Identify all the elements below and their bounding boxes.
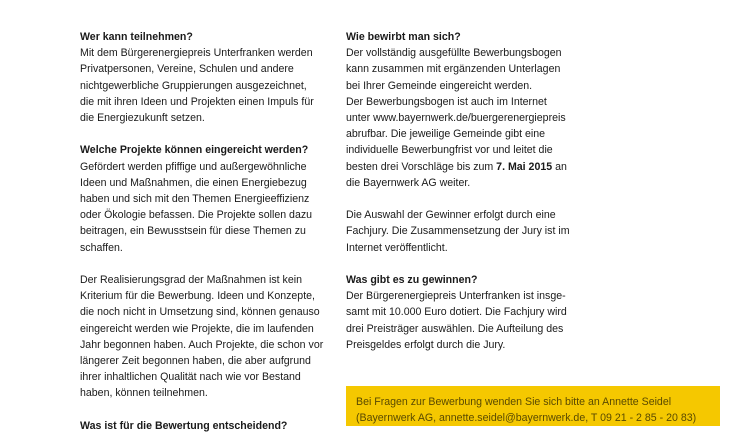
section-jury (346, 207, 608, 256)
right-column (346, 29, 608, 353)
text-line: oder Ökologie befassen. Die Projekte sollen dazu (80, 209, 313, 222)
section-evaluation-criteria (80, 418, 342, 434)
text-line: die mit ihren Ideen und Projekten einen Impuls für (80, 95, 314, 108)
text-line: Gefördert werden pfiffige und außergewöhnliche (80, 160, 307, 173)
text-line: beitragen, ein Bewusstsein für diese Themen zu (80, 225, 306, 238)
section-realization-degree (80, 272, 342, 402)
section-heading: Wer kann teilnehmen? (80, 31, 193, 43)
text-line: kann zusammen mit ergänzenden Unterlagen (346, 63, 561, 76)
section-heading: Wie bewirbt man sich? (346, 31, 461, 43)
text-line: Internet veröffentlicht. (346, 241, 448, 254)
deadline-pre: besten drei Vorschläge bis zum (346, 160, 497, 173)
section-heading: Welche Projekte können eingereicht werden? (80, 144, 309, 157)
text-line: Die Auswahl der Gewinner erfolgt durch eine (346, 209, 556, 222)
text-line: Preisgeldes erfolgt durch die Jury. (346, 338, 506, 351)
text-line: Kriterium für die Bewerbung. Ideen und Konzepte, (80, 290, 315, 303)
section-heading: Was ist für die Bewertung entscheidend? (80, 419, 288, 432)
notice-line: Bei Fragen zur Bewerbung wenden Sie sich bitte an Annette Seidel (356, 396, 672, 408)
text-line: Der Bürgerenergiepreis Unterfranken ist insge- (346, 290, 566, 303)
text-line: abrufbar. Die jeweilige Gemeinde gibt eine (346, 128, 546, 141)
text-line: bei Ihrer Gemeinde eingereicht werden. (346, 79, 533, 92)
deadline-line (346, 159, 608, 175)
section-which-projects (80, 142, 342, 255)
text-line: die Bayernwerk AG weiter. (346, 176, 471, 189)
text-line: Fachjury. Die Zusammensetzung der Jury ist im (346, 225, 570, 238)
text-line: die noch nicht in Umsetzung sind, können genauso (80, 306, 320, 319)
text-line: Jahr begonnen haben. Auch Projekte, die schon vor (80, 338, 324, 351)
text-line: Ideen und Maßnahmen, die einen Energiebezug (80, 176, 307, 189)
text-line: eingereicht werden wie Projekte, die im laufenden (80, 322, 314, 335)
text-line: ihrer inhaltlichen Qualität nach wie vor Bestand (80, 371, 301, 384)
text-line: die Energiezukunft setzen. (80, 112, 205, 125)
text-line: schaffen. (80, 241, 123, 254)
text-line: samt mit 10.000 Euro dotiert. Die Fachjury wird (346, 306, 567, 319)
text-line: drei Preisträger auswählen. Die Aufteilung des (346, 322, 564, 335)
text-line: Der Bewerbungsbogen ist auch im Internet (346, 95, 547, 108)
text-line: unter www.bayernwerk.de/buergerenergiepreis (346, 112, 566, 125)
deadline-post: an (552, 160, 567, 173)
notice-line: (Bayernwerk AG, annette.seidel@bayernwerk.de, T 09 21 - 2 85 - 20 83) (356, 412, 697, 425)
text-line: haben, können teilnehmen. (80, 387, 208, 400)
text-line: individuelle Bewerbungfrist vor und leitet die (346, 144, 553, 157)
section-prizes (346, 272, 608, 353)
contact-notice-box (346, 386, 720, 426)
section-heading: Was gibt es zu gewinnen? (346, 274, 478, 287)
text-line: Der vollständig ausgefüllte Bewerbungsbogen (346, 47, 562, 60)
section-who-can-participate (80, 29, 342, 126)
text-line: nichtgewerbliche Gruppierungen ausgezeichnet, (80, 79, 307, 92)
deadline-date: 7. Mai 2015 (496, 160, 553, 173)
text-line: Mit dem Bürgerenergiepreis Unterfranken werden (80, 47, 313, 60)
section-how-to-apply (346, 29, 608, 191)
text-line: Der Realisierungsgrad der Maßnahmen ist kein (80, 274, 302, 287)
text-line: Privatpersonen, Vereine, Schulen und andere (80, 63, 294, 76)
left-column (80, 29, 342, 434)
text-line: haben und sich mit den Themen Energieeffizienz (80, 193, 310, 206)
text-line: längerer Zeit begonnen haben, die aber aufgrund (80, 355, 311, 368)
